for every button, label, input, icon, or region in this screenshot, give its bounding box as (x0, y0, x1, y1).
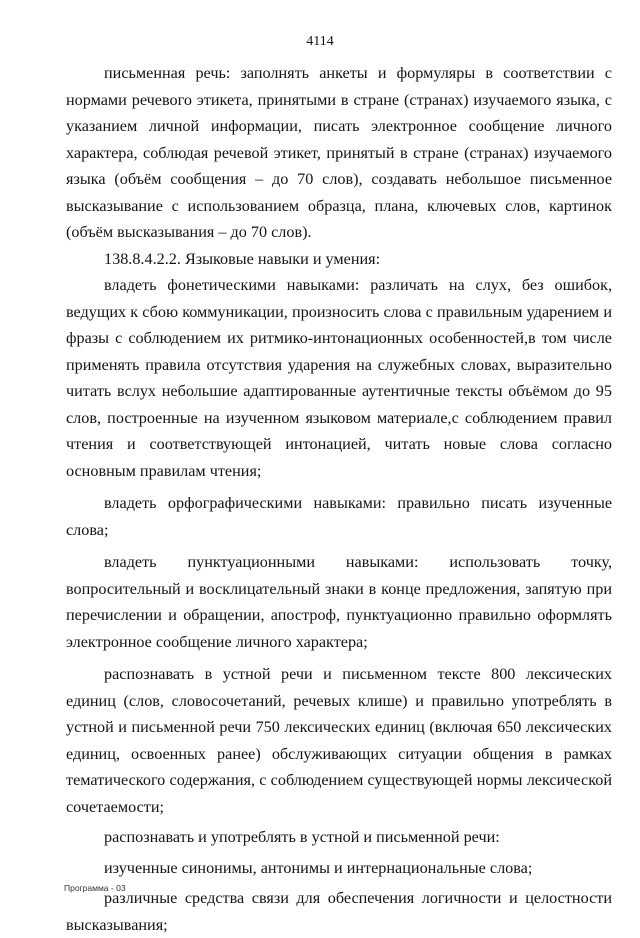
paragraph-recognize-use: распознавать и употреблять в устной и письменной речи: (104, 828, 500, 846)
page-number: 4114 (306, 34, 334, 49)
page-footer: Программа - 03 (64, 883, 126, 893)
paragraph-phonetic-skills: владеть фонетическими навыками: различать на слух, без ошибок, ведущих к сбою коммуникации, произносить слова с правильным ударением и фразы с соблюдением их ритмико-интонационных особенностей,в том числе применять правила отсутствия ударения на служебных словах, выразительно читать вслух небольшие адаптированные аутентичные тексты объёмом до 95 слов, построенные на изученном языковом материале,с соблюдением правил чтения и соответствующей интонацией, читать новые слова согласно основным правилам чтения; (66, 276, 612, 480)
paragraph-lexical-units: распознавать в устной речи и письменном тексте 800 лексических единиц (слов, словосочетаний, речевых клише) и правильно употреблять в устной и письменной речи 750 лексических единиц (включая 650 лексических единиц, освоенных ранее) обслуживающих ситуации общения в рамках тематического содержания, с соблюдением существующей нормы лексической сочетаемости; (66, 665, 612, 816)
paragraph-synonyms: изученные синонимы, антонимы и интернациональные слова; (104, 858, 533, 877)
paragraph-written-speech: письменная речь: заполнять анкеты и формуляры в соответствии с нормами речевого этикета, принятыми в стране (странах) изучаемого языка, с указанием личной информации, писать электронное сообщение личного характера, соблюдая речевой этикет, принятый в стране (странах) изучаемого языка (объём сообщения – до 70 слов), создавать небольшое письменное высказывание с использованием образца, плана, ключевых слов, картинок (объём высказывания – до 70 слов). (66, 64, 612, 241)
paragraph-section-heading: 138.8.4.2.2. Языковые навыки и умения: (104, 249, 381, 268)
document-body (66, 60, 612, 938)
paragraph-orthographic-skills: владеть орфографическими навыками: правильно писать изученные слова; (66, 494, 612, 539)
paragraph-cohesion-means: различные средства связи для обеспечения логичности и целостности высказывания; (66, 889, 612, 934)
paragraph-punctuation-skills: владеть пунктуационными навыками: использовать точку, вопросительный и восклицательный знаки в конце предложения, запятую при перечислении и обращении, апостроф, пунктуационно правильно оформлять электронное сообщение личного характера; (66, 553, 612, 651)
